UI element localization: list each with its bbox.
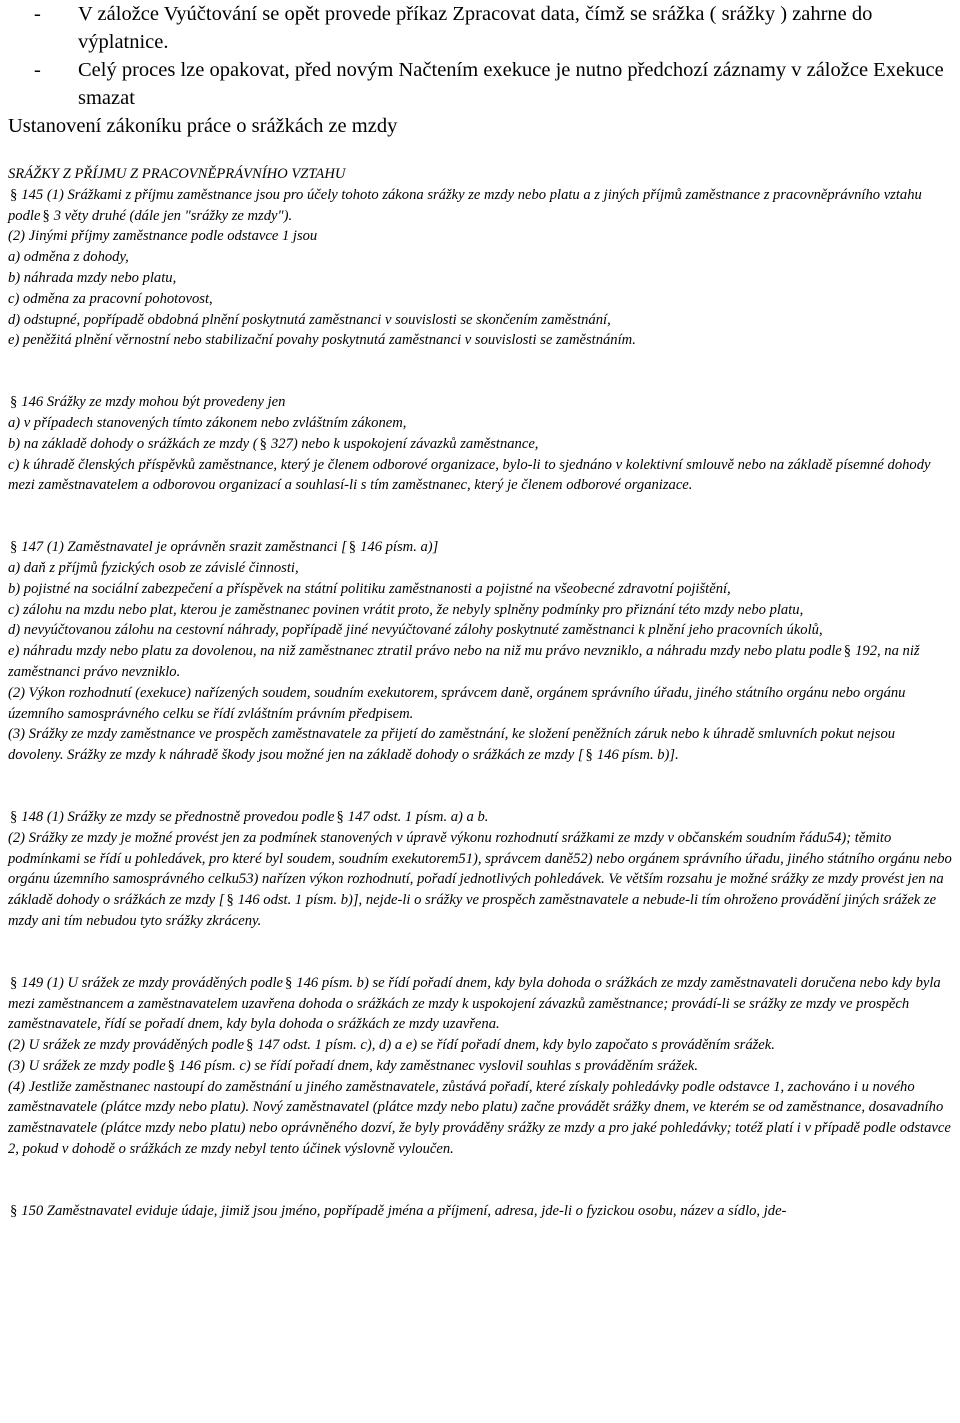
paragraph-145: § 145 (1) Srážkami z příjmu zaměstnance jsou pro účely tohoto zákona srážky ze mzdy nebo platu a z jiných příjmů zaměstnance z pracovněprávního vztahu podle § 3 věty druhé (dále jen "srážky ze mzdy"). bbox=[8, 185, 952, 227]
page-heading: Ustanovení zákoníku práce o srážkách ze mzdy bbox=[8, 115, 398, 137]
law-text bbox=[0, 164, 960, 1222]
intro bbox=[0, 0, 960, 140]
list-item: e) náhradu mzdy nebo platu za dovolenou, na niž zaměstnanec ztratil právo nebo na niž mu právo nevzniklo, a náhradu mzdy nebo platu podle § 192, na niž zaměstnanci právo nevzniklo. bbox=[8, 643, 920, 680]
bullet-text: Celý proces lze opakovat, před novým Načtením exekuce je nutno předchozí záznamy v záložce Exekuce smazat bbox=[78, 59, 944, 109]
list-item: a) daň z příjmů fyzických osob ze závislé činnosti, bbox=[8, 559, 299, 576]
section-sign-icon: § bbox=[10, 394, 18, 411]
list-item: (4) Jestliže zaměstnanec nastoupí do zaměstnání u jiného zaměstnavatele, zůstává pořadí, které získaly pohledávky podle odstavce 1, zachováno i u nového zaměstnavatele (plátce mzdy nebo platu). Nový zaměstnavatel (plátce mzdy nebo platu) začne provádět srážky dnem, ve kterém se od zaměstnance, dosavadního zaměstnavatele (plátce mzdy nebo platu) nebo oprávněného dozví, že byly prováděny srážky ze mzdy a pro jaké pohledávky; totéž platí i v případě podle odstavce 2, pokud v dohodě o srážkách ze mzdy nebyl tento účinek výslovně vyloučen. bbox=[8, 1078, 951, 1158]
section-sign-icon: § bbox=[10, 539, 18, 556]
section-sign-icon: § bbox=[10, 808, 18, 825]
section-sign-icon: § bbox=[348, 539, 357, 556]
paragraph-147: § 147 (1) Zaměstnavatel je oprávněn srazit zaměstnanci [ § 146 písm. a)] bbox=[8, 537, 952, 558]
list-item: b) náhrada mzdy nebo platu, bbox=[8, 269, 177, 286]
section-sign-icon: § bbox=[259, 435, 267, 452]
section-title: SRÁŽKY Z PŘÍJMU Z PRACOVNĚPRÁVNÍHO VZTAHU bbox=[8, 166, 346, 182]
section-sign-icon: § bbox=[167, 1057, 175, 1074]
list-item: (2) Jinými příjmy zaměstnance podle odstavce 1 jsou bbox=[8, 228, 318, 245]
section-sign-icon: § bbox=[336, 808, 344, 825]
list-item: d) odstupné, popřípadě obdobná plnění poskytnutá zaměstnanci v souvislosti se skončením zaměstnání, bbox=[8, 311, 611, 328]
dash-marker: - bbox=[34, 59, 41, 81]
list-item: d) nevyúčtovanou zálohu na cestovní náhrady, popřípadě jiné nevyúčtované zálohy poskytnuté zaměstnanci k plnění jeho pracovních úkolů, bbox=[8, 622, 823, 639]
section-sign-icon: § bbox=[10, 974, 18, 991]
paragraph-149: § 149 (1) U srážek ze mzdy prováděných podle § 146 písm. b) se řídí pořadí dnem, kdy byla dohoda o srážkách ze mzdy zaměstnavateli doručena nebo kdy byla mezi zaměstnancem a zaměstnavatelem uzavřena dohoda o srážkách ze mzdy k uspokojení závazků zaměstnance; provádí-li se srážky ze mzdy ve prospěch zaměstnavatele, řídí se pořadí dnem, kdy byla dohoda o srážkách ze mzdy uzavřena. bbox=[8, 974, 941, 1033]
list-item: a) odměna z dohody, bbox=[8, 249, 129, 266]
list-item: (3) U srážek ze mzdy podle § 146 písm. c) se řídí pořadí dnem, kdy zaměstnanec vyslovil souhlas s prováděním srážek. bbox=[8, 1056, 952, 1077]
section-sign-icon: § bbox=[10, 186, 18, 203]
bullet-item bbox=[8, 56, 954, 112]
section-sign-icon: § bbox=[843, 643, 852, 660]
section-sign-icon: § bbox=[226, 892, 234, 909]
section-sign-icon: § bbox=[10, 1202, 18, 1219]
list-item: c) odměna za pracovní pohotovost, bbox=[8, 290, 213, 307]
list-item: (2) Výkon rozhodnutí (exekuce) nařízených soudem, soudním exekutorem, správcem daně, orgánem správního úřadu, jiného státního orgánu nebo orgánu územního samosprávného celku se řídí zvláštním právním předpisem. bbox=[8, 684, 906, 722]
paragraph-150: § 150 Zaměstnavatel eviduje údaje, jimiž jsou jméno, popřípadě jména a příjmení, adresa, jde-li o fyzickou osobu, název a sídlo, jde- bbox=[8, 1201, 952, 1222]
paragraph-148: § 148 (1) Srážky ze mzdy se přednostně provedou podle § 147 odst. 1 písm. a) a b. bbox=[8, 807, 952, 828]
bullet-text: V záložce Vyúčtování se opět provede příkaz Zpracovat data, čímž se srážka ( srážky ) zahrne do výplatnice. bbox=[78, 3, 873, 53]
list-item: (3) Srážky ze mzdy zaměstnance ve prospěch zaměstnavatele za přijetí do zaměstnání, ke složení peněžních záruk nebo k úhradě smluvních pokut nejsou dovoleny. Srážky ze mzdy k náhradě škody jsou možné jen na základě dohody o srážkách ze mzdy [ § 146 písm. b)]. bbox=[8, 724, 952, 766]
list-item: b) pojistné na sociální zabezpečení a příspěvek na státní politiku zaměstnanosti a pojistné na všeobecné zdravotní pojištění, bbox=[8, 580, 731, 597]
section-sign-icon: § bbox=[42, 207, 50, 224]
section-sign-icon: § bbox=[585, 747, 593, 764]
bullet-item bbox=[8, 0, 954, 56]
paragraph-146: § 146 Srážky ze mzdy mohou být provedeny jen bbox=[8, 392, 952, 413]
list-item: a) v případech stanovených tímto zákonem nebo zvláštním zákonem, bbox=[8, 414, 407, 431]
list-item: c) zálohu na mzdu nebo plat, kterou je zaměstnanec povinen vrátit proto, že nebyly splněny podmínky pro přiznání této mzdy nebo platu, bbox=[8, 601, 804, 618]
section-sign-icon: § bbox=[284, 974, 293, 991]
list-item: b) na základě dohody o srážkách ze mzdy ( § 327) nebo k uspokojení závazků zaměstnance, bbox=[8, 434, 952, 455]
dash-marker: - bbox=[34, 3, 41, 25]
list-item: (2) Srážky ze mzdy je možné provést jen za podmínek stanovených v úpravě výkonu rozhodnutí srážkami ze mzdy v občanském soudním řádu54); těmito podmínkami se řídí u pohledávek, pro které byl soudem, soudním exekutorem51), správcem daně52) nebo orgánem správního úřadu, jiného státního orgánu nebo orgánu územního samosprávného celku53) nařízen výkon rozhodnutí, pořadí jednotlivých pohledávek. Ve větším rozsahu je možné srážky ze mzdy provést jen na základě dohody o srážkách ze mzdy [ § 146 odst. 1 písm. b)], nejde-li o srážky ve prospěch zaměstnavatele a nebude-li tím ohroženo provádění jiných srážek ze mzdy ani tím nebudou tyto srážky zkráceny. bbox=[8, 829, 952, 929]
section-sign-icon: § bbox=[246, 1037, 254, 1054]
list-item: e) peněžitá plnění věrnostní nebo stabilizační povahy poskytnutá zaměstnanci v souvislosti se zaměstnáním. bbox=[8, 332, 636, 349]
list-item: (2) U srážek ze mzdy prováděných podle § 147 odst. 1 písm. c), d) a e) se řídí pořadí dnem, kdy bylo započato s prováděním srážek. bbox=[8, 1035, 952, 1056]
list-item: c) k úhradě členských příspěvků zaměstnance, který je členem odborové organizace, bylo-li to sjednáno v kolektivní smlouvě nebo na základě písemné dohody mezi zaměstnavatelem a odborovou organizací a souhlasí-li s tím zaměstnanec, který je členem odborové organizace. bbox=[8, 456, 931, 494]
